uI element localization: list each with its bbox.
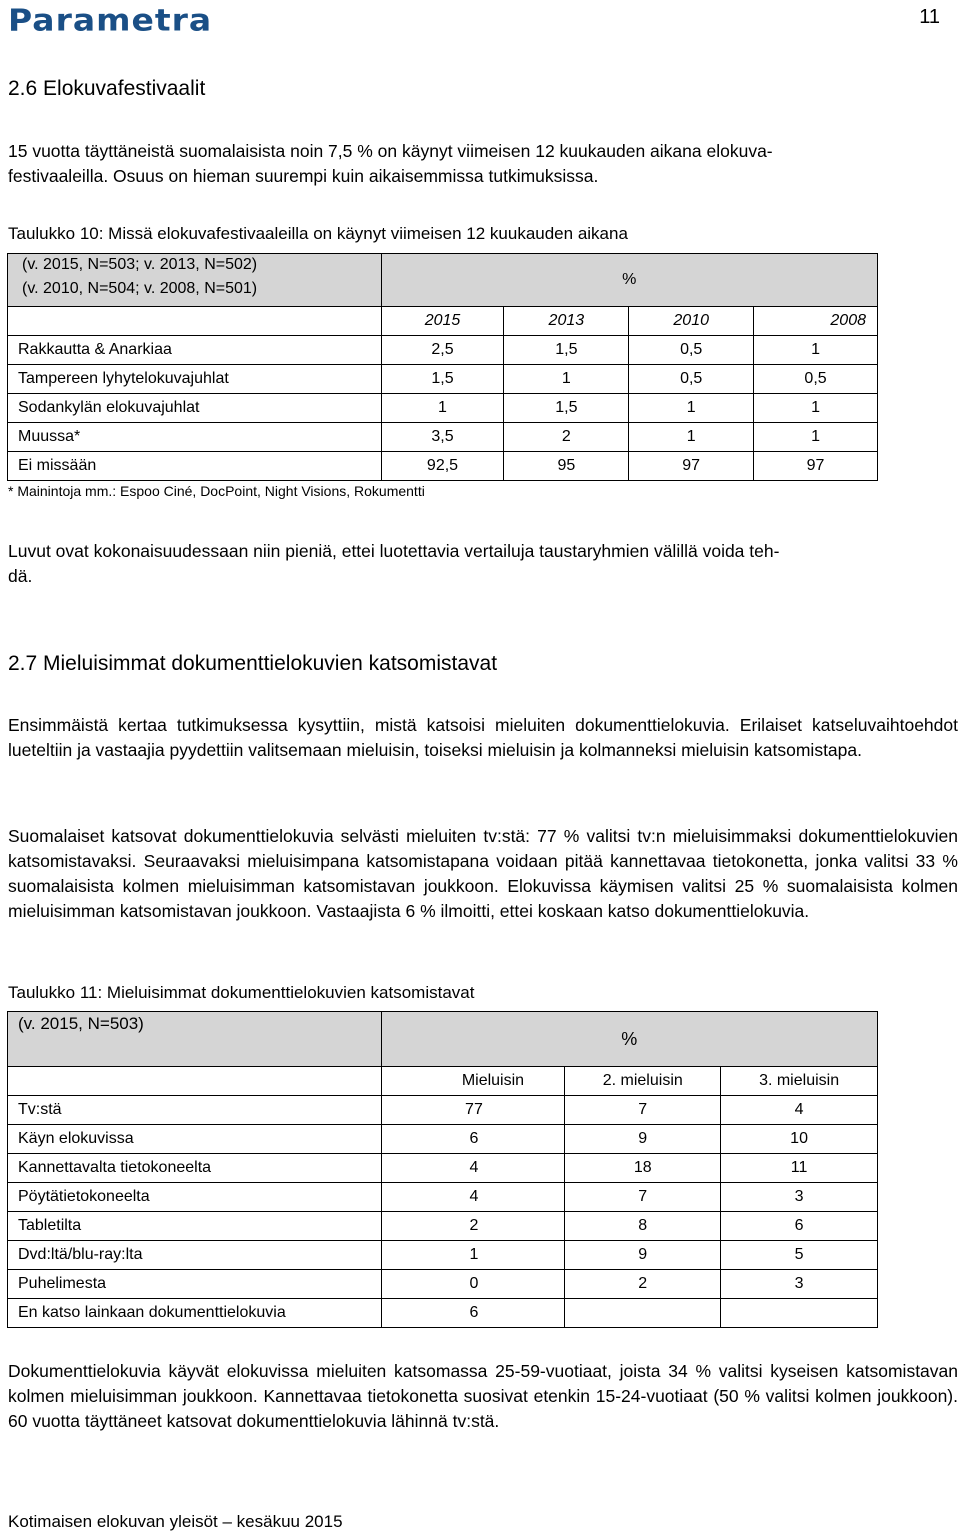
table-row — [8, 1299, 878, 1328]
row-label: Tabletilta — [8, 1212, 382, 1241]
cell: 0 — [381, 1270, 565, 1299]
table-11-percent-header: % — [381, 1012, 877, 1067]
cell: 2,5 — [381, 336, 504, 365]
cell — [565, 1299, 721, 1328]
table-10-header-row — [8, 254, 878, 307]
table-row — [8, 1183, 878, 1212]
cell: 6 — [721, 1212, 878, 1241]
cell: 3,5 — [381, 423, 504, 452]
row-label: Käyn elokuvissa — [8, 1125, 382, 1154]
cell: 6 — [381, 1125, 565, 1154]
cell: 1 — [754, 336, 878, 365]
row-label: Ei missään — [8, 452, 382, 481]
column-header: 3. mieluisin — [721, 1067, 878, 1096]
note-line-1: Luvut ovat kokonaisuudessaan niin pieniä, ettei luotettavia vertailuja taustaryhmien välillä voida teh- — [8, 541, 780, 561]
year-header: 2015 — [381, 307, 504, 336]
cell: 4 — [721, 1096, 878, 1125]
section-heading-2-6: 2.6 Elokuvafestivaalit — [8, 77, 206, 100]
cell: 3 — [721, 1183, 878, 1212]
cell: 1 — [629, 394, 754, 423]
cell: 9 — [565, 1241, 721, 1270]
cell: 0,5 — [629, 336, 754, 365]
intro-line-1: 15 vuotta täyttäneistä suomalaisista noin 7,5 % on käynyt viimeisen 12 kuukauden aikana elokuva- — [8, 141, 773, 161]
cell: 4 — [381, 1183, 565, 1212]
year-header: 2008 — [754, 307, 878, 336]
row-label: Sodankylän elokuvajuhlat — [8, 394, 382, 423]
cell: 3 — [721, 1270, 878, 1299]
section-2-6-intro — [8, 139, 960, 189]
cell: 18 — [565, 1154, 721, 1183]
row-label: Kannettavalta tietokoneelta — [8, 1154, 382, 1183]
cell: 8 — [565, 1212, 721, 1241]
year-header: 2010 — [629, 307, 754, 336]
page-footer: Kotimaisen elokuvan yleisöt – kesäkuu 2015 — [8, 1512, 343, 1531]
cell: 1 — [754, 394, 878, 423]
cell: 7 — [565, 1183, 721, 1212]
table-row — [8, 336, 878, 365]
table-11 — [7, 1011, 878, 1328]
section-2-7-para-3: Dokumenttielokuvia käyvät elokuvissa mieluiten katsomassa 25-59-vuotiaat, joista 34 % valitsi kyseisen katsomistavan kolmen mieluisimman joukkoon. Kannettavaa tietokonetta suosivat etenkin 15-24-vuotiaat (50 % valitsi kolmen joukkoon). 60 vuotta täyttäneet katsovat dokumenttielokuvia lähinnä tv:stä. — [8, 1361, 958, 1431]
table-row — [8, 1096, 878, 1125]
empty-cell — [8, 1067, 382, 1096]
cell: 2 — [381, 1212, 565, 1241]
table-10-footnote: * Mainintoja mm.: Espoo Ciné, DocPoint, Night Visions, Rokumentti — [8, 483, 425, 499]
table-row — [8, 452, 878, 481]
cell: 9 — [565, 1125, 721, 1154]
year-header: 2013 — [504, 307, 629, 336]
row-label: Tv:stä — [8, 1096, 382, 1125]
table-row — [8, 423, 878, 452]
cell: 1 — [629, 423, 754, 452]
row-label: Dvd:ltä/blu-ray:lta — [8, 1241, 382, 1270]
cell: 2 — [504, 423, 629, 452]
table-row — [8, 1212, 878, 1241]
page-number: 11 — [919, 6, 940, 28]
cell: 1,5 — [504, 394, 629, 423]
cell: 10 — [721, 1125, 878, 1154]
table-10-years-row — [8, 307, 878, 336]
cell: 1 — [381, 394, 504, 423]
section-heading-2-7: 2.7 Mieluisimmat dokumenttielokuvien katsomistavat — [8, 652, 498, 675]
cell: 5 — [721, 1241, 878, 1270]
cell: 0,5 — [754, 365, 878, 394]
table-11-sample-size: (v. 2015, N=503) — [8, 1012, 382, 1067]
row-label: Muussa* — [8, 423, 382, 452]
cell: 1 — [754, 423, 878, 452]
cell: 1,5 — [381, 365, 504, 394]
table-row — [8, 365, 878, 394]
row-label: Rakkautta & Anarkiaa — [8, 336, 382, 365]
empty-cell — [8, 307, 382, 336]
row-label: En katso lainkaan dokumenttielokuvia — [8, 1299, 382, 1328]
row-label: Puhelimesta — [8, 1270, 382, 1299]
column-header: Mieluisin — [381, 1067, 565, 1096]
row-label: Pöytätietokoneelta — [8, 1183, 382, 1212]
cell: 77 — [381, 1096, 565, 1125]
parametra-logo: Parametra — [8, 2, 213, 38]
table-10-sample-sizes — [8, 254, 382, 307]
cell: 1 — [504, 365, 629, 394]
row-label: Tampereen lyhytelokuvajuhlat — [8, 365, 382, 394]
table-row — [8, 394, 878, 423]
cell: 1 — [381, 1241, 565, 1270]
table-10-caption: Taulukko 10: Missä elokuvafestivaaleilla on käynyt viimeisen 12 kuukauden aikana — [8, 224, 628, 243]
cell: 0,5 — [629, 365, 754, 394]
note-line-2: dä. — [8, 566, 33, 586]
intro-line-2: festivaaleilla. Osuus on hieman suurempi kuin aikaisemmissa tutkimuksissa. — [8, 166, 599, 186]
table-row — [8, 1125, 878, 1154]
table-row — [8, 1154, 878, 1183]
cell — [721, 1299, 878, 1328]
cell: 4 — [381, 1154, 565, 1183]
cell: 2 — [565, 1270, 721, 1299]
cell: 97 — [754, 452, 878, 481]
section-2-7-para-2: Suomalaiset katsovat dokumenttielokuvia selvästi mieluiten tv:stä: 77 % valitsi tv:n mieluisimmaksi dokumenttielokuvien katsomistavaksi. Seuraavaksi mieluisimpana katsomistapana voidaan pitää kannettavaa tietokonetta, jonka valitsi 33 % suomalaisista kolmen mieluisimman katsomistavan joukkoon. Elokuvissa käymisen valitsi 25 % suomalaisista kolmen mieluisimman katsomistavan joukkoon. Vastaajista 6 % ilmoitti, ettei koskaan katso dokumenttielokuvia. — [8, 826, 958, 921]
table-11-columns-row — [8, 1067, 878, 1096]
cell: 97 — [629, 452, 754, 481]
cell: 7 — [565, 1096, 721, 1125]
section-2-7-para-1: Ensimmäistä kertaa tutkimuksessa kysyttiin, mistä katsoisi mieluiten dokumenttielokuvia. Erilaiset katseluvaihtoehdot lueteltiin ja vastaajia pyydettiin valitsemaan mieluisin, toiseksi mieluisin ja kolmanneksi mieluisin katsomistapa. — [8, 715, 958, 760]
sample-line-1: (v. 2015, N=503; v. 2013, N=502) — [22, 256, 258, 273]
table-11-caption: Taulukko 11: Mieluisimmat dokumenttielokuvien katsomistavat — [8, 983, 475, 1002]
table-row — [8, 1270, 878, 1299]
table-10 — [7, 253, 878, 481]
sample-line-2: (v. 2010, N=504; v. 2008, N=501) — [22, 280, 258, 297]
cell: 95 — [504, 452, 629, 481]
cell: 6 — [381, 1299, 565, 1328]
table-row — [8, 1241, 878, 1270]
table-11-header-row — [8, 1012, 878, 1067]
cell: 11 — [721, 1154, 878, 1183]
cell: 1,5 — [504, 336, 629, 365]
column-header: 2. mieluisin — [565, 1067, 721, 1096]
cell: 92,5 — [381, 452, 504, 481]
table-10-percent-header: % — [381, 254, 877, 307]
section-2-6-note — [8, 539, 960, 589]
